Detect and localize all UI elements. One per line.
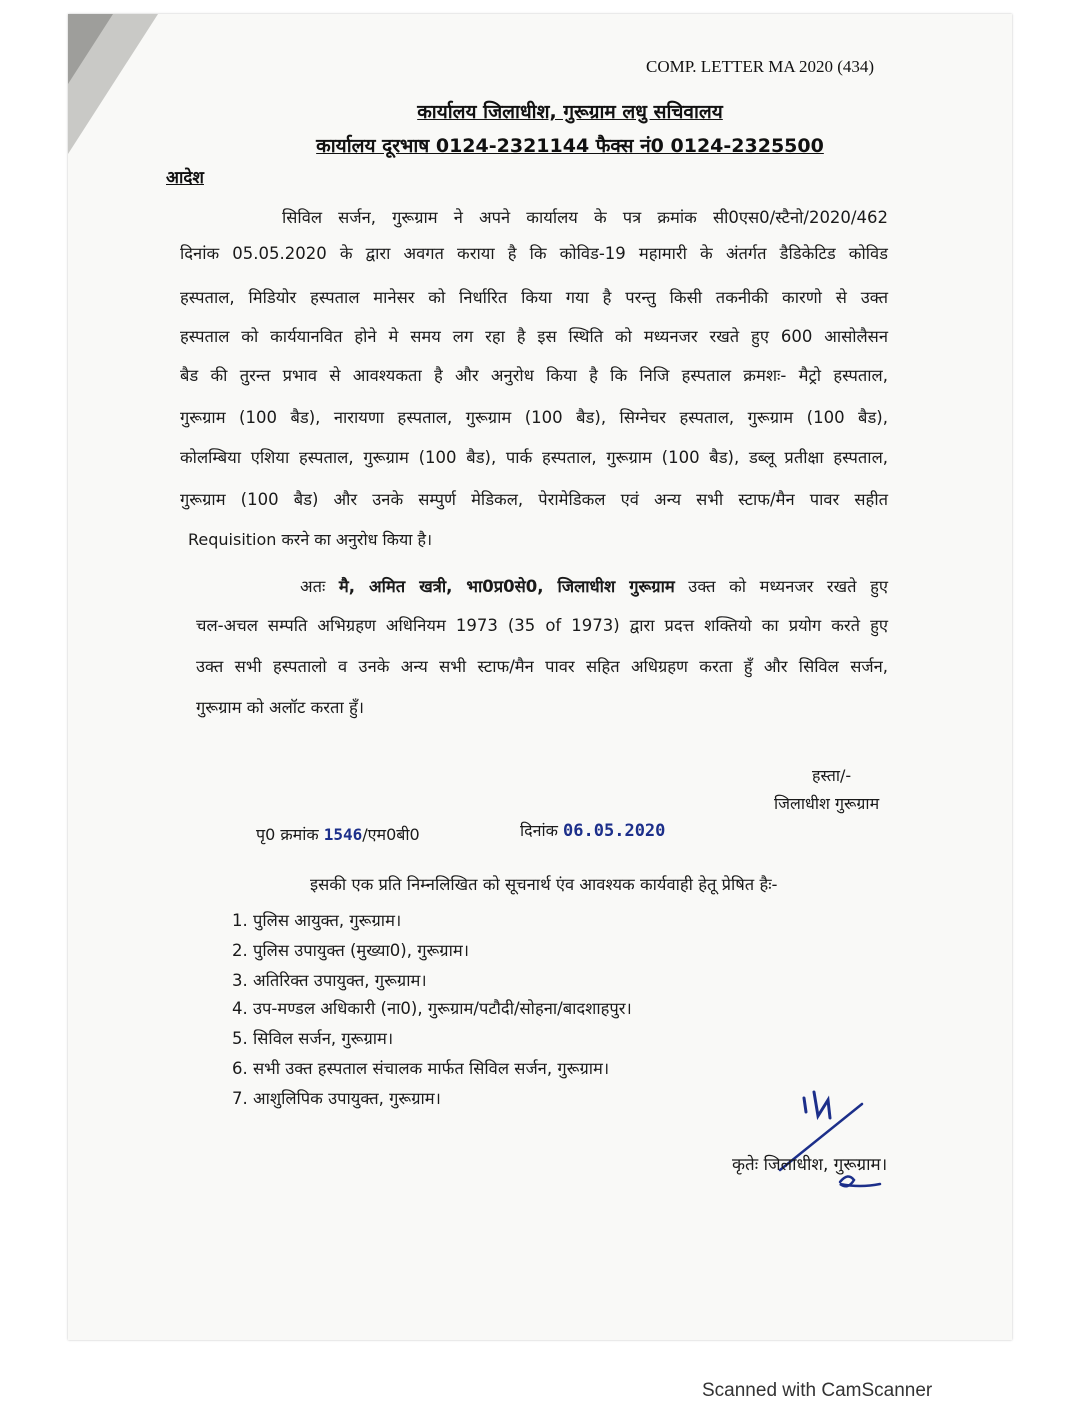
copy-list-item: 3. अतिरिक्त उपायुक्त, गुरूग्राम। bbox=[232, 971, 427, 990]
endorsement-number bbox=[256, 823, 420, 845]
para1-line: बैड की तुरन्त प्रभाव से आवश्यकता है और अनुरोध किया है कि निजि हस्पताल क्रमशः- मैट्रो हस्पताल, bbox=[180, 366, 888, 385]
para1-line: हस्पताल को कार्ययानवित होने मे समय लग रहा है इस स्थिति को मध्यनजर रखते हुए 600 आसोलैसन bbox=[180, 327, 888, 346]
endorsement-date bbox=[520, 819, 665, 841]
scanner-footer: Scanned with CamScanner bbox=[702, 1380, 933, 1401]
copy-list-item: 5. सिविल सर्जन, गुरूग्राम। bbox=[232, 1029, 394, 1048]
para2-line: चल-अचल सम्पति अभिग्रहण अधिनियम 1973 (35 of 1973) द्वारा प्रदत्त शक्तियो का प्रयोग करते हुए bbox=[196, 616, 888, 635]
signatory-designation: जिलाधीश गुरूग्राम bbox=[774, 794, 880, 813]
officer-name: मै, अमित खत्री, भा0प्र0से0, जिलाधीश गुरूग्राम bbox=[338, 577, 675, 596]
copy-list-item: 2. पुलिस उपायुक्त (मुख्या0), गुरूग्राम। bbox=[232, 941, 470, 960]
copy-list-item: 6. सभी उक्त हस्पताल संचालक मार्फत सिविल सर्जन, गुरूग्राम। bbox=[232, 1059, 610, 1078]
para1-line: दिनांक 05.05.2020 के द्वारा अवगत कराया है कि कोविड-19 महामारी के अंतर्गत डैडिकेटिड कोविड bbox=[180, 244, 888, 263]
date-label: दिनांक bbox=[520, 821, 558, 840]
copy-list-item: 7. आशुलिपिक उपायुक्त, गुरूग्राम। bbox=[232, 1089, 441, 1108]
office-heading: कार्यालय जिलाधीश, गुरूग्राम लधु सचिवालय bbox=[417, 101, 723, 123]
para2-line: उक्त सभी हस्पतालो व उनके अन्य सभी स्टाफ/मैन पावर सहित अधिग्रहण करता हुँ और सिविल सर्जन, bbox=[196, 657, 888, 676]
signed-mark: हस्ता/- bbox=[812, 766, 852, 785]
date-value: 06.05.2020 bbox=[563, 821, 666, 841]
copy-intro: इसकी एक प्रति निम्नलिखित को सूचनार्थ एंव आवश्यक कार्यवाही हेतू प्रेषित हैः- bbox=[310, 875, 778, 894]
letter-reference: COMP. LETTER MA 2020 (434) bbox=[646, 57, 875, 76]
para2-first-line bbox=[300, 574, 888, 597]
endorsement-label: पृ0 क्रमांक bbox=[256, 825, 319, 844]
page-fold-shadow bbox=[68, 14, 113, 84]
final-signatory: कृतेः जिलाधीश, गुरूग्राम। bbox=[732, 1155, 888, 1175]
handwritten-signature bbox=[770, 1078, 910, 1198]
para1-line: गुरूग्राम (100 बैड) और उनके सम्पुर्ण मेडिकल, पेरामेडिकल एवं अन्य सभी स्टाफ/मैन पावर सहीत bbox=[180, 490, 888, 509]
para1-line: कोलम्बिया एशिया हस्पताल, गुरूग्राम (100 बैड), पार्क हस्पताल, गुरूग्राम (100 बैड), डब्लू प्रतीक्षा हस्पताल, bbox=[180, 448, 888, 467]
office-contact: कार्यालय दूरभाष 0124-2321144 फैक्स नं0 0124-2325500 bbox=[316, 135, 824, 157]
para1-line: हस्पताल, मिडियोर हस्पताल मानेसर को निर्धारित किया गया है परन्तु किसी तकनीकी कारणो से उक्त bbox=[180, 288, 888, 307]
copy-list-item: 1. पुलिस आयुक्त, गुरूग्राम। bbox=[232, 911, 402, 930]
para2-rest: उक्त को मध्यनजर रखते हुए bbox=[674, 577, 888, 596]
para1-line: Requisition करने का अनुरोध किया है। bbox=[188, 530, 433, 549]
para1-line: सिविल सर्जन, गुरूग्राम ने अपने कार्यालय के पत्र क्रमांक सी0एस0/स्टैनो/2020/462 bbox=[282, 208, 888, 227]
para1-line: गुरूग्राम (100 बैड), नारायणा हस्पताल, गुरूग्राम (100 बैड), सिग्नेचर हस्पताल, गुरूग्राम (100 बैड), bbox=[180, 408, 888, 427]
endorsement-suffix: /एम0बी0 bbox=[362, 825, 420, 844]
para2-line: गुरूग्राम को अलॉट करता हुँ। bbox=[196, 698, 364, 717]
endorsement-value: 1546 bbox=[323, 825, 363, 844]
order-title: आदेश bbox=[166, 168, 204, 188]
para2-lead: अतः bbox=[300, 577, 339, 596]
copy-list-item: 4. उप-मण्डल अधिकारी (ना0), गुरूग्राम/पटौदी/सोहना/बादशाहपुर। bbox=[232, 999, 632, 1018]
